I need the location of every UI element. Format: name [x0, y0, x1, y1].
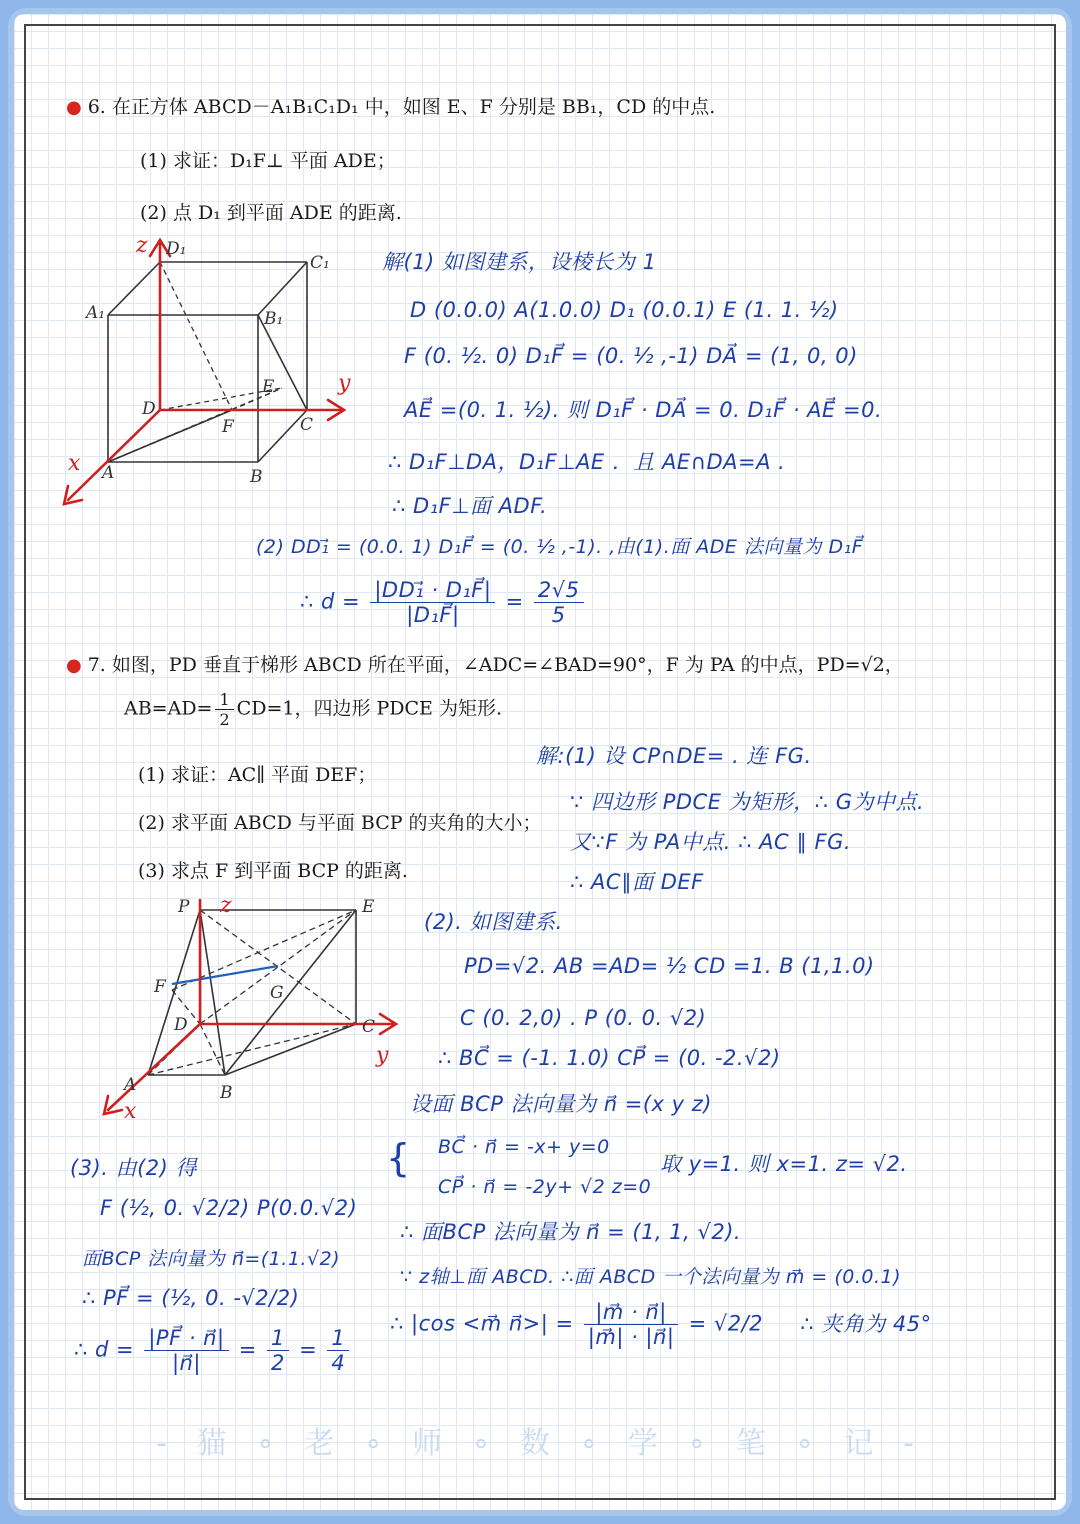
sol7-3-distance: ∴ d = $\frac{|PF⃗ \cdot n⃗|}{|n⃗|}$ = $\frac{1}{2}$ = $\frac{1}{4}$: [74, 1326, 352, 1375]
sol7-2-line1: (2). 如图建系.: [424, 910, 563, 934]
sol6-line7: (2) DD₁⃗ = (0.0. 1) D₁F⃗ = (0. ½ ,-1). ,由(1).面 ADE 法向量为 D₁F⃗: [256, 536, 864, 558]
sol7-2-line8: ∵ z轴⊥面 ABCD. ∴面 ABCD 一个法向量为 m⃗ = (0.0.1): [400, 1266, 902, 1288]
sol7-3-line2: F (½, 0. √2/2) P(0.0.√2): [100, 1196, 358, 1220]
point-D-label: D: [174, 1015, 188, 1035]
sol6-line6: ∴ D₁F⊥面 ADF.: [392, 494, 548, 518]
point-P-label: P: [178, 897, 190, 917]
sol7-3-line3: 面BCP 法向量为 n⃗=(1.1.√2): [82, 1248, 341, 1270]
sol6-line3: F (0. ½. 0) D₁F⃗ = (0. ½ ,-1) DA⃗ = (1, 0, 0): [404, 344, 858, 368]
point-D1-label: D₁: [166, 239, 187, 259]
point-B-label: B: [220, 1083, 233, 1103]
axis-y-label: y: [338, 371, 351, 396]
problem7-part3: (3) 求点 F 到平面 BCP 的距离.: [138, 860, 408, 882]
sol7-1-line2: ∵ 四边形 PDCE 为矩形，∴ G为中点.: [570, 790, 925, 814]
axis-z-label: z: [136, 233, 148, 258]
point-E-label: E: [262, 377, 275, 397]
sol7-3-line1: (3). 由(2) 得: [70, 1156, 198, 1180]
problem7-statement-line2: AB=AD= $\frac{1}{2}$ CD=1，四边形 PDCE 为矩形.: [124, 690, 502, 729]
sol7-2-line3: C (0. 2,0) . P (0. 0. √2): [460, 1006, 707, 1030]
sol7-1-line4: ∴ AC∥面 DEF: [570, 870, 704, 894]
sol7-2-line2: PD=√2. AB =AD= ½ CD =1. B (1,1.0): [464, 954, 875, 978]
problem6-part2: (2) 点 D₁ 到平面 ADE 的距离.: [140, 202, 402, 224]
pyramid-figure: [95, 885, 415, 1125]
axis-y-label: y: [376, 1043, 389, 1068]
sol7-2-line6b: CP⃗ · n⃗ = -2y+ √2 z=0: [438, 1176, 652, 1198]
pepper-icon: ●: [66, 97, 82, 118]
pepper-icon: ●: [66, 655, 82, 676]
watermark: - 猫 ∘ 老 ∘ 师 ∘ 数 ∘ 学 ∘ 笔 ∘ 记 -: [156, 1426, 924, 1461]
sol7-2-line5: 设面 BCP 法向量为 n⃗ =(x y z): [410, 1092, 712, 1116]
sol7-2-line4: ∴ BC⃗ = (-1. 1.0) CP⃗ = (0. -2.√2): [438, 1046, 781, 1070]
problem7-part1: (1) 求证：AC∥ 平面 DEF；: [138, 764, 377, 786]
cube-figure: [50, 225, 370, 515]
brace-symbol: {: [386, 1136, 411, 1180]
point-A1-label: A₁: [86, 303, 106, 323]
sol6-line1: 解(1) 如图建系，设棱长为 1: [382, 250, 657, 274]
axis-x-label: x: [68, 451, 81, 476]
point-C1-label: C₁: [310, 253, 330, 273]
problem7-part2: (2) 求平面 ABCD 与平面 BCP 的夹角的大小；: [138, 812, 542, 834]
sol7-2-line6c: 取 y=1. 则 x=1. z= √2.: [660, 1152, 908, 1176]
sol6-line2: D (0.0.0) A(1.0.0) D₁ (0.0.1) E (1. 1. ½): [410, 298, 839, 322]
axis-x-label: x: [124, 1099, 137, 1124]
point-E-label: E: [362, 897, 375, 917]
point-C-label: C: [362, 1017, 376, 1037]
sol7-1-line3: 又∵F 为 PA中点. ∴ AC ∥ FG.: [570, 830, 852, 854]
point-A-label: A: [124, 1075, 137, 1095]
sol6-distance-formula: ∴ d = $\frac{\text{|DD₁⃗ · D₁F⃗|}}{\text{|D₁F⃗|}}$ = $\frac{2√5}{5}$: [300, 578, 587, 627]
point-B-label: B: [250, 467, 263, 487]
problem6-statement: ● 6. 在正方体 ABCD－A₁B₁C₁D₁ 中，如图 E、F 分别是 BB₁，CD 的中点.: [66, 96, 716, 118]
sol7-2-line9: ∴ |cos <m⃗ n⃗>| = $\frac{|m⃗ \cdot n⃗|}{|m⃗| \cdot |n⃗|}$ = √2/2 ∴ 夹角为 45°: [390, 1300, 932, 1349]
point-F-label: F: [222, 417, 234, 437]
sol6-line5: ∴ D₁F⊥DA，D₁F⊥AE ．且 AE∩DA=A .: [388, 450, 786, 474]
sol7-3-line4: ∴ PF⃗ = (½, 0. -√2/2): [82, 1286, 300, 1310]
problem6-part1: (1) 求证：D₁F⊥ 平面 ADE；: [140, 150, 396, 172]
sol7-2-line7: ∴ 面BCP 法向量为 n⃗ = (1, 1, √2).: [400, 1220, 742, 1244]
point-C-label: C: [300, 415, 314, 435]
sol7-2-line6a: BC⃗ · n⃗ = -x+ y=0: [438, 1136, 610, 1158]
problem7-statement: ● 7. 如图，PD 垂直于梯形 ABCD 所在平面，∠ADC=∠BAD=90°，F 为 PA 的中点，PD=√2，: [66, 654, 904, 676]
sol6-line4: AE⃗ =(0. 1. ½). 则 D₁F⃗ · DA⃗ = 0. D₁F⃗ · AE⃗ =0.: [404, 398, 883, 422]
axis-z-label: z: [220, 893, 232, 918]
point-A-label: A: [102, 463, 115, 483]
point-F-label: F: [154, 977, 166, 997]
point-D-label: D: [142, 399, 156, 419]
sol7-1-line1: 解:(1) 设 CP∩DE= . 连 FG.: [536, 744, 812, 768]
point-G-label: G: [270, 983, 284, 1003]
point-B1-label: B₁: [264, 309, 284, 329]
